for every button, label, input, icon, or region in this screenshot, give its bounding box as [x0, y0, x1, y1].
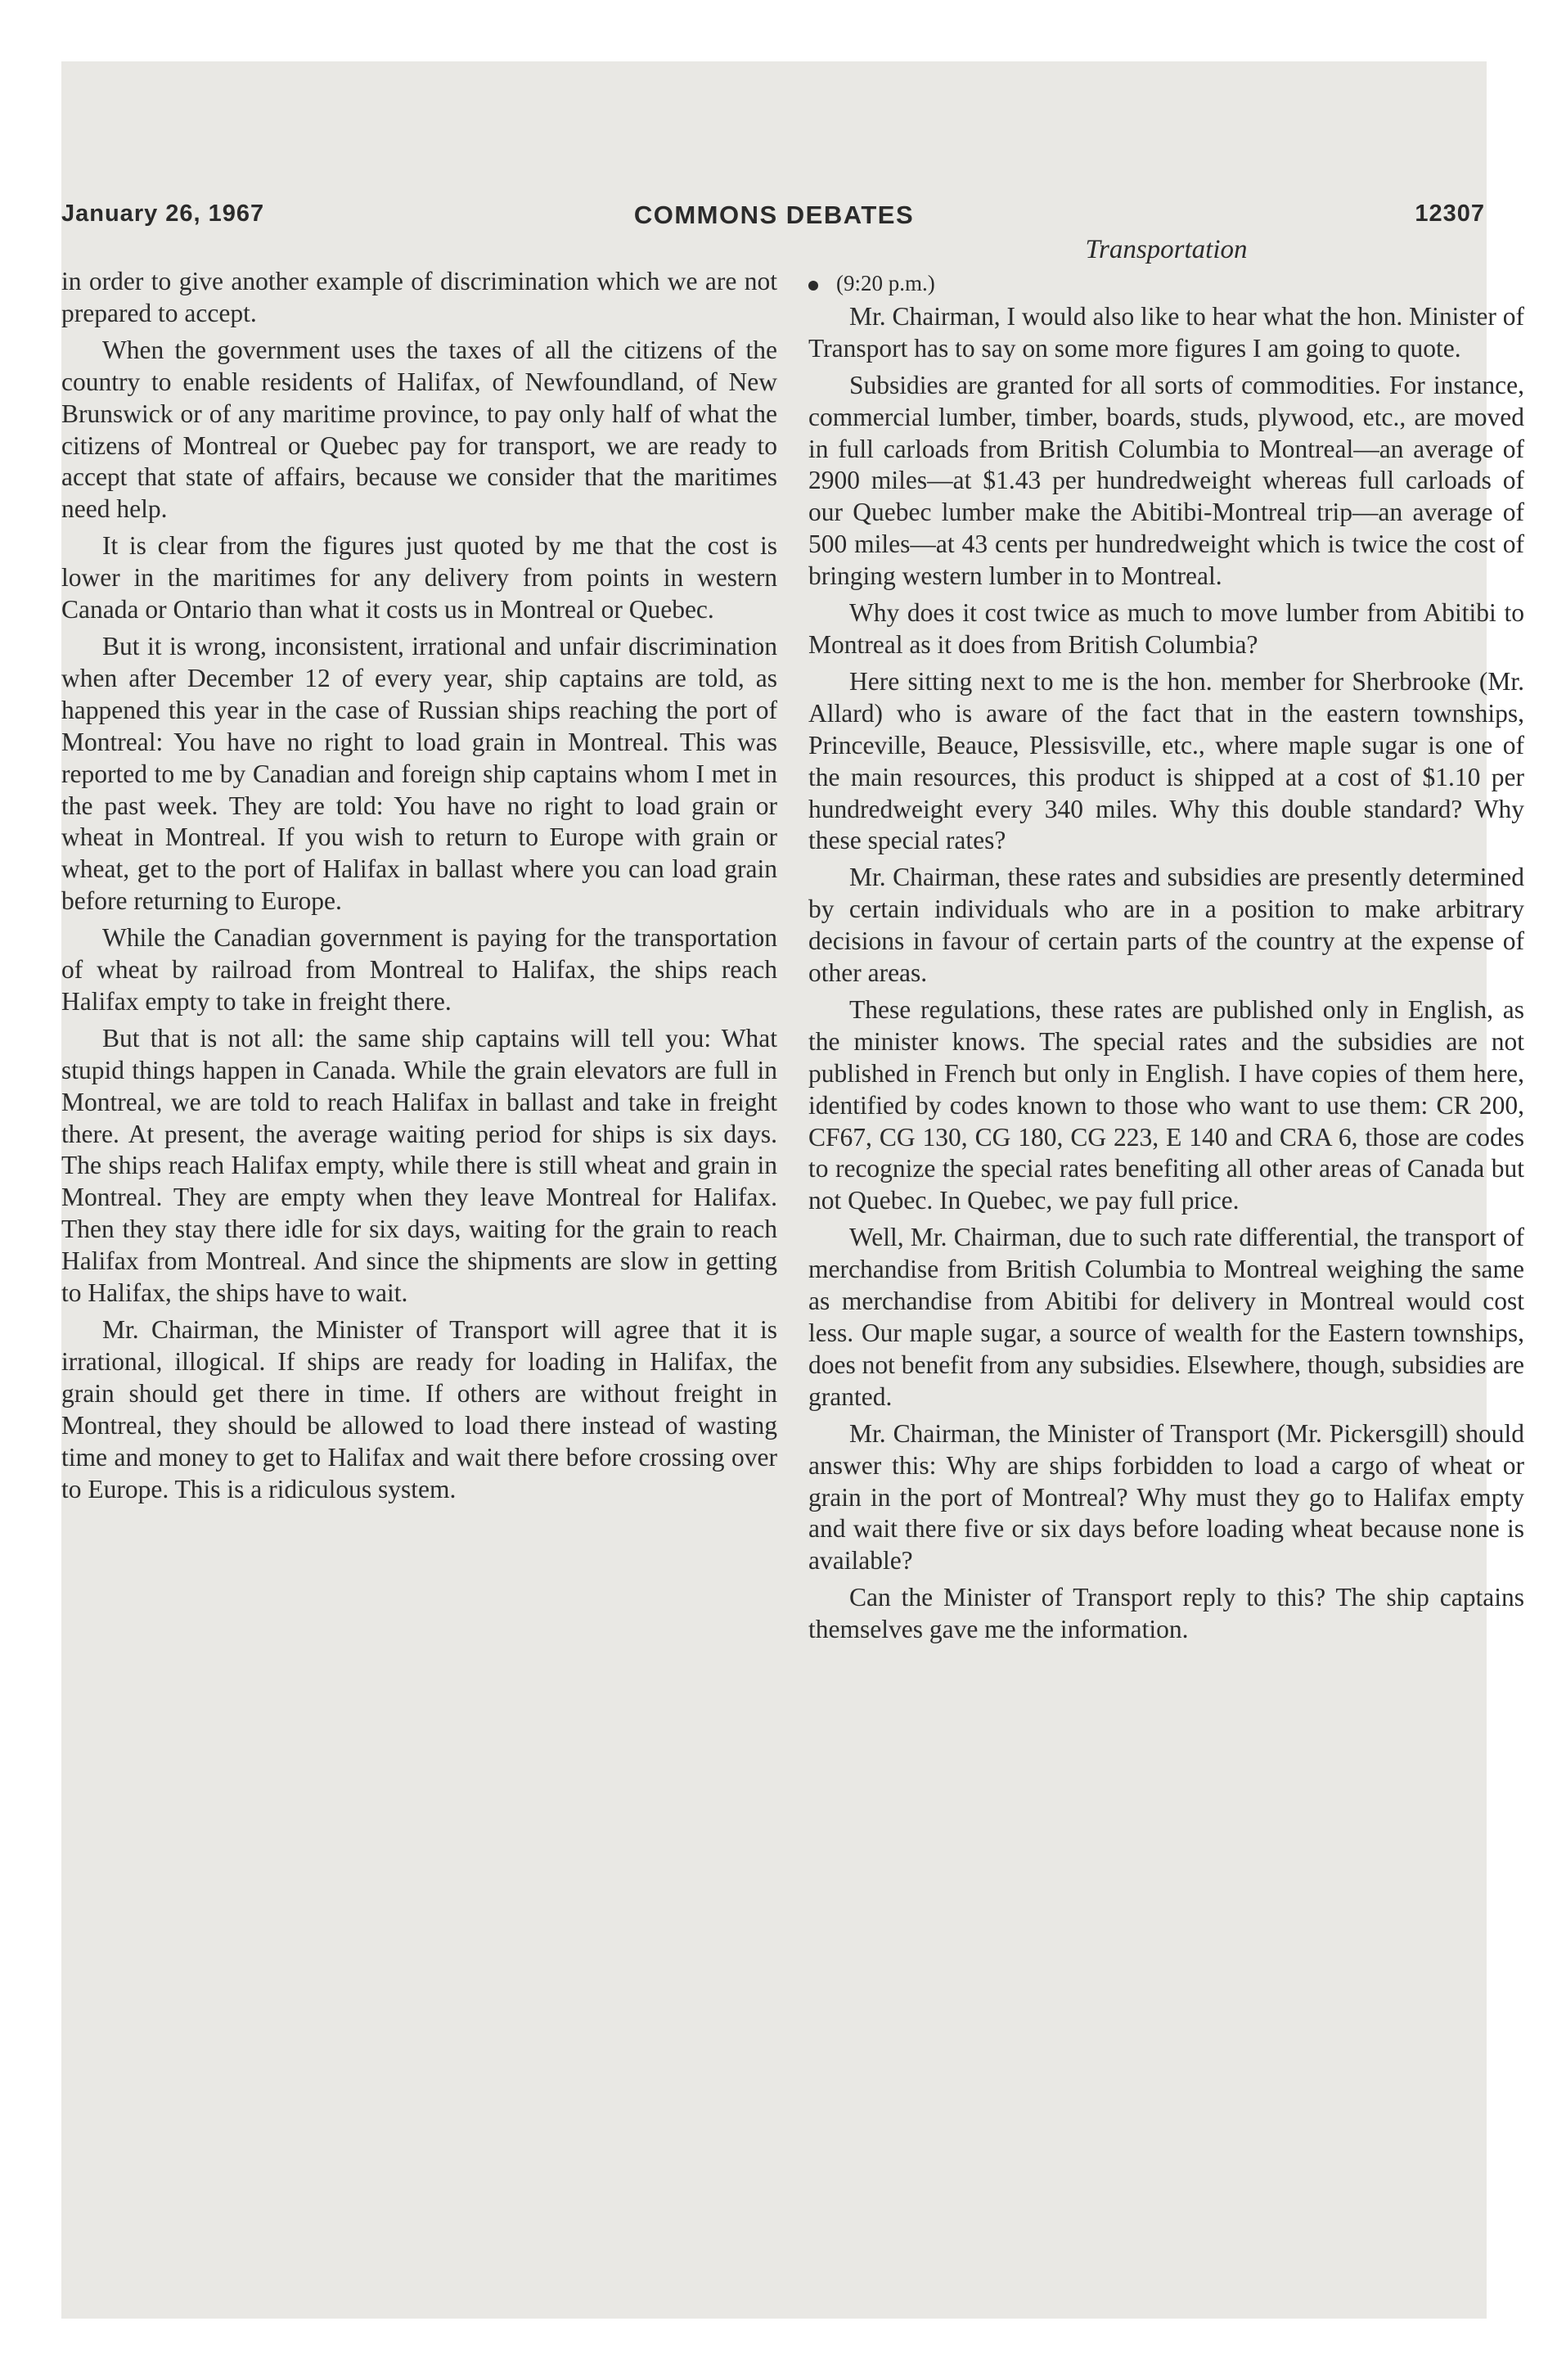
document-page	[61, 61, 1524, 2319]
section-heading: Transportation	[1085, 235, 1248, 264]
paragraph: Here sitting next to me is the hon. member for Sherbrooke (Mr. Allard) who is aware of the fact that in the eastern townships, Princeville, Beauce, Plessisville, etc., where maple sugar is one of the main resources, this product is shipped at a cost of $1.10 per hundredweight every 340 miles. Why this double standard? Why these special rates?	[808, 666, 1524, 855]
paragraph: Mr. Chairman, I would also like to hear what the hon. Minister of Transport has to say on some more figures I am going to quote.	[808, 301, 1524, 363]
paragraph: These regulations, these rates are published only in English, as the minister knows. The special rates and the subsidies are not published in French but only in English. I have copies of them here, identified by codes known to those who want to use them: CR 200, CF67, CG 130, CG 180, CG 223, E 140 and CRA 6, those are codes to recognize the special rates benefiting all other areas of Canada but not Quebec. In Quebec, we pay full price.	[808, 994, 1524, 1215]
paragraph: But that is not all: the same ship captains will tell you: What stupid things happen in Canada. While the grain elevators are full in Montreal, we are told to reach Halifax in ballast and take in freight there. At present, the average waiting period for ships is six days. The ships reach Halifax empty, while there is still wheat and grain in Montreal. They are empty when they leave Montreal for Halifax. Then they stay there idle for six days, waiting for the grain to reach Halifax from Montreal. And since the shipments are slow in getting to Halifax, the ships have to wait.	[61, 1023, 777, 1308]
paragraph: Why does it cost twice as much to move lumber from Abitibi to Montreal as it does from British Columbia?	[808, 598, 1524, 659]
paragraph: While the Canadian government is paying for the transportation of wheat by railroad from Montreal to Halifax, the ships reach Halifax empty to take in freight there.	[61, 923, 777, 1016]
header-page-number: 12307	[1415, 201, 1485, 227]
header-date: January 26, 1967	[61, 201, 265, 227]
timestamp: (9:20 p.m.)	[836, 271, 935, 295]
left-column	[61, 266, 777, 1510]
paragraph: But it is wrong, inconsistent, irrational and unfair discrimination when after December 12 of every year, ship captains are told, as happened this year in the case of Russian ships reaching the port of Montreal: You have no right to load grain in Montreal. This was reported to me by Canadian and foreign ship captains whom I met in the past week. They are told: You have no right to load grain or wheat in Montreal. If you wish to return to Europe with grain or wheat, get to the port of Halifax in ballast where you can load grain before returning to Europe.	[61, 631, 777, 916]
paragraph: When the government uses the taxes of all the citizens of the country to enable residents of Halifax, of Newfoundland, of New Brunswick or of any maritime province, to pay only half of what the citizens of Montreal or Quebec pay for transport, we are ready to accept that state of affairs, because we consider that the maritimes need help.	[61, 335, 777, 524]
paragraph: Mr. Chairman, these rates and subsidies are presently determined by certain individuals who are in a position to make arbitrary decisions in favour of certain parts of the country at the expense of other areas.	[808, 863, 1524, 988]
paragraph: Can the Minister of Transport reply to this? The ship captains themselves gave me the information.	[808, 1583, 1524, 1644]
paragraph: Mr. Chairman, the Minister of Transport will agree that it is irrational, illogical. If ships are ready for loading in Halifax, the grain should get there in time. If others are without freight in Montreal, they should be allowed to load there instead of wasting time and money to get to Halifax and wait there before crossing over to Europe. This is a ridiculous system.	[61, 1315, 777, 1503]
paragraph: It is clear from the figures just quoted by me that the cost is lower in the maritimes for any delivery from points in western Canada or Ontario than what it costs us in Montreal or Quebec.	[61, 531, 777, 624]
paragraph: Subsidies are granted for all sorts of commodities. For instance, commercial lumber, timber, boards, studs, plywood, etc., are moved in full carloads from British Columbia to Montreal—an average of 2900 miles—at $1.43 per hundredweight whereas full carloads of our Quebec lumber make the Abitibi-Montreal trip—an average of 500 miles—at 43 cents per hundredweight which is twice the cost of bringing western lumber in to Montreal.	[808, 370, 1524, 591]
timestamp-line	[808, 268, 1524, 300]
paragraph: in order to give another example of discrimination which we are not prepared to accept.	[61, 267, 777, 327]
header-title: COMMONS DEBATES	[633, 201, 915, 229]
page-header	[61, 201, 1487, 241]
paragraph: Mr. Chairman, the Minister of Transport (Mr. Pickersgill) should answer this: Why are ships forbidden to load a cargo of wheat or grain in the port of Montreal? Why must they go to Halifax empty and wait there five or six days before loading wheat because none is available?	[808, 1418, 1524, 1575]
right-column	[808, 235, 1524, 1651]
bullet-icon	[808, 281, 818, 291]
paragraph: Well, Mr. Chairman, due to such rate differential, the transport of merchandise from British Columbia to Montreal weighing the same as merchandise from Abitibi for delivery in Montreal would cost less. Our maple sugar, a source of wealth for the Eastern townships, does not benefit from any subsidies. Elsewhere, though, subsidies are granted.	[808, 1223, 1524, 1411]
